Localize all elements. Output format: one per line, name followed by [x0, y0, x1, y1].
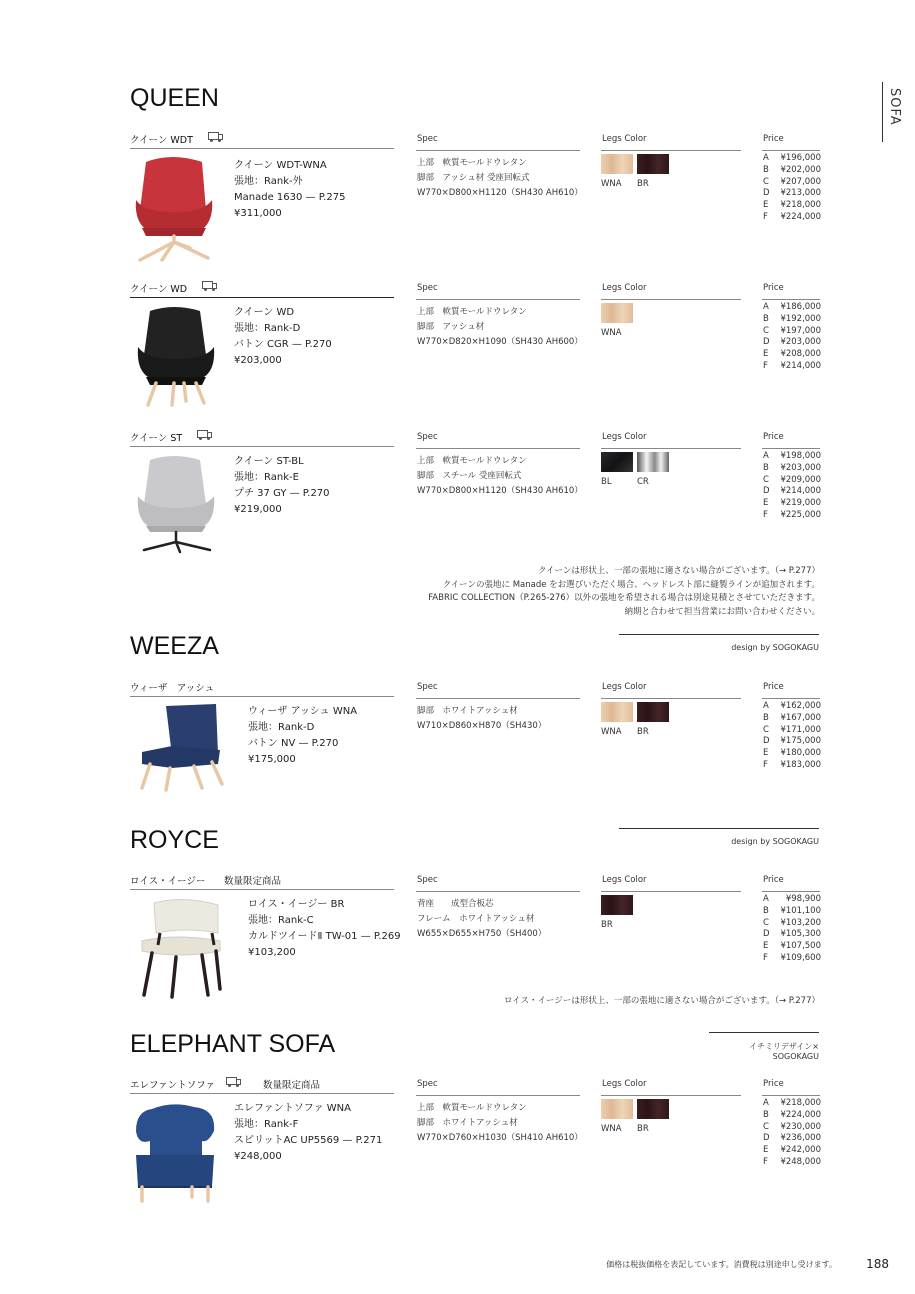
- designer-credit: design by SOGOKAGU: [619, 828, 819, 846]
- price-row: E ¥219,000: [763, 498, 821, 509]
- elephant-sofa-image: [132, 1101, 218, 1205]
- swatch-bl[interactable]: [601, 452, 633, 472]
- legs-color-header: Legs Color: [601, 875, 741, 892]
- truck-icon: [208, 132, 223, 141]
- product-detail: クイーン ST-BL 張地：Rank-E プチ 37 GY — P.270 ¥219,000: [234, 456, 330, 515]
- queen-wd-chair-image: [134, 305, 218, 409]
- truck-icon: [197, 430, 212, 439]
- price-row: A ¥186,000: [763, 302, 821, 312]
- spec-header: Spec: [416, 134, 580, 151]
- swatch-br[interactable]: [601, 895, 633, 915]
- swatch-label: WNA: [601, 1124, 622, 1134]
- queen-notes: クイーンは形状上、一部の張地に適さない場合がございます。（→ P.277） クイーンの張地に Manade をお選びいただく場合、ヘッドレスト部に縫製ラインが追加されます。 FABRIC COLLECTION（P.265-276）以外の張地を希望される場合は別途見積とさせていただきます。 納期と合わせて担当営業にお問い合わせください。: [428, 566, 820, 617]
- swatch-label: BR: [601, 920, 613, 930]
- spec-header: Spec: [416, 875, 580, 892]
- product-detail: ウィーザ アッシュ WNA 張地：Rank-D バトン NV — P.270 ¥175,000: [248, 706, 358, 765]
- swatch-br[interactable]: [637, 1099, 669, 1119]
- spec-lines: 上部 軟質モールドウレタン 脚部 アッシュ材 W770×D820×H1090（SH430 AH600）: [417, 307, 583, 347]
- swatch-label: WNA: [601, 179, 622, 189]
- tax-note: 価格は税抜価格を表記しています。消費税は別途申し受けます。: [606, 1260, 837, 1269]
- price-header: Price: [762, 682, 820, 699]
- designer-credit: イチミリデザイン× SOGOKAGU: [709, 1032, 819, 1061]
- swatch-br[interactable]: [637, 154, 669, 174]
- swatch-label: BL: [601, 477, 612, 487]
- side-tab-sofa[interactable]: [882, 82, 913, 142]
- product-name-bar: [130, 279, 394, 298]
- price-row: B ¥224,000: [763, 1109, 821, 1120]
- swatch-label: WNA: [601, 328, 622, 338]
- product-name: エレファントソファ: [130, 1080, 216, 1091]
- price-row: A ¥218,000: [763, 1098, 821, 1108]
- page-number: 188: [866, 1257, 889, 1271]
- swatch-wna[interactable]: [601, 1099, 633, 1119]
- queen-st-chair-image: [134, 454, 218, 554]
- price-row: A ¥196,000: [763, 153, 821, 163]
- truck-icon: [202, 281, 217, 290]
- price-header: Price: [762, 432, 820, 449]
- spec-header: Spec: [416, 283, 580, 300]
- price-header: Price: [762, 134, 820, 151]
- designer-credit: design by SOGOKAGU: [619, 634, 819, 652]
- swatch-br[interactable]: [637, 702, 669, 722]
- price-list: [763, 1098, 821, 1169]
- swatch-wna[interactable]: [601, 702, 633, 722]
- product-detail: エレファントソファ WNA 張地：Rank-F スピリットAC UP5569 — P.271 ¥248,000: [234, 1103, 383, 1162]
- product-name-bar: [130, 130, 394, 149]
- price-row: A ¥162,000: [763, 701, 821, 711]
- price-row: C ¥207,000: [763, 176, 821, 187]
- royce-chair-image: [136, 897, 224, 999]
- price-header: Price: [762, 875, 820, 892]
- truck-icon: [226, 1077, 241, 1086]
- section-title-queen: QUEEN: [130, 84, 219, 112]
- product-name-bar: [130, 871, 394, 890]
- product-name: クイーン WD: [130, 284, 188, 295]
- swatch-label: BR: [637, 179, 649, 189]
- spec-lines: 上部 軟質モールドウレタン 脚部 アッシュ材 受座回転式 W770×D800×H1120（SH430 AH610）: [417, 158, 583, 198]
- price-row: C ¥171,000: [763, 724, 821, 735]
- product-name: クイーン ST: [130, 433, 183, 444]
- legs-color-header: Legs Color: [601, 283, 741, 300]
- price-row: C ¥197,000: [763, 325, 821, 336]
- product-name-bar: [130, 1075, 394, 1094]
- product-name: ロイス・イージー: [130, 876, 206, 887]
- swatch-wna[interactable]: [601, 303, 633, 323]
- price-row: D ¥175,000: [763, 736, 821, 747]
- product-name: クイーン WDT: [130, 135, 193, 146]
- price-row: D ¥203,000: [763, 337, 821, 348]
- price-row: F ¥224,000: [763, 211, 821, 222]
- swatch-label: WNA: [601, 727, 622, 737]
- swatch-cr[interactable]: [637, 452, 669, 472]
- legs-color-header: Legs Color: [601, 134, 741, 151]
- price-row: F ¥183,000: [763, 759, 821, 770]
- price-list: [763, 153, 821, 224]
- swatch-label: BR: [637, 727, 649, 737]
- spec-lines: 背座 成型合板芯 フレーム ホワイトアッシュ材 W655×D655×H750（SH400）: [417, 899, 547, 939]
- swatch-label: BR: [637, 1124, 649, 1134]
- limited-edition-label: 数量限定商品: [224, 876, 282, 887]
- legs-color-header: Legs Color: [601, 682, 741, 699]
- spec-lines: 上部 軟質モールドウレタン 脚部 ホワイトアッシュ材 W770×D760×H1030（SH410 AH610）: [417, 1103, 583, 1143]
- section-title-weeza: WEEZA: [130, 632, 219, 660]
- price-row: D ¥105,300: [763, 929, 821, 940]
- product-name-bar: [130, 428, 394, 447]
- price-row: B ¥202,000: [763, 164, 821, 175]
- price-row: C ¥230,000: [763, 1121, 821, 1132]
- price-row: B ¥167,000: [763, 712, 821, 723]
- price-row: D ¥214,000: [763, 486, 821, 497]
- price-list: [763, 894, 821, 965]
- price-row: C ¥209,000: [763, 474, 821, 485]
- price-row: E ¥107,500: [763, 941, 821, 952]
- price-row: D ¥213,000: [763, 188, 821, 199]
- swatch-wna[interactable]: [601, 154, 633, 174]
- price-header: Price: [762, 283, 820, 300]
- price-row: B ¥192,000: [763, 313, 821, 324]
- price-row: A ¥198,000: [763, 451, 821, 461]
- price-row: F ¥225,000: [763, 509, 821, 520]
- price-row: F ¥248,000: [763, 1156, 821, 1167]
- spec-header: Spec: [416, 1079, 580, 1096]
- product-detail: クイーン WDT-WNA 張地：Rank-外 Manade 1630 — P.275 ¥311,000: [234, 160, 346, 219]
- price-list: [763, 701, 821, 772]
- product-name-bar: [130, 678, 394, 697]
- product-name: ウィーザ アッシュ: [130, 683, 215, 694]
- price-list: [763, 451, 821, 522]
- queen-wdt-chair-image: [132, 154, 216, 262]
- product-detail: ロイス・イージー BR 張地：Rank-C カルドツイードⅡ TW-01 — P.269 ¥103,200: [248, 899, 401, 958]
- spec-lines: 上部 軟質モールドウレタン 脚部 スチール 受座回転式 W770×D800×H1120（SH430 AH610）: [417, 456, 583, 496]
- royce-note: ロイス・イージーは形状上、一部の張地に適さない場合がございます。（→ P.277）: [503, 996, 820, 1006]
- section-title-elephant-sofa: ELEPHANT SOFA: [130, 1030, 336, 1058]
- price-row: B ¥203,000: [763, 462, 821, 473]
- spec-lines: 脚部 ホワイトアッシュ材 W710×D860×H870（SH430）: [417, 706, 547, 731]
- price-row: A ¥98,900: [763, 894, 821, 904]
- price-row: E ¥180,000: [763, 748, 821, 759]
- side-tab-label: SOFA: [887, 88, 902, 126]
- section-title-royce: ROYCE: [130, 826, 219, 854]
- product-detail: クイーン WD 張地：Rank-D バトン CGR — P.270 ¥203,000: [234, 307, 332, 366]
- price-row: E ¥218,000: [763, 200, 821, 211]
- price-row: D ¥236,000: [763, 1133, 821, 1144]
- swatch-label: CR: [637, 477, 649, 487]
- weeza-chair-image: [136, 702, 226, 792]
- price-list: [763, 302, 821, 373]
- legs-color-header: Legs Color: [601, 432, 741, 449]
- limited-edition-label: 数量限定商品: [263, 1080, 321, 1091]
- price-row: B ¥101,100: [763, 905, 821, 916]
- price-row: F ¥214,000: [763, 360, 821, 371]
- legs-color-header: Legs Color: [601, 1079, 741, 1096]
- price-row: E ¥242,000: [763, 1145, 821, 1156]
- spec-header: Spec: [416, 432, 580, 449]
- spec-header: Spec: [416, 682, 580, 699]
- price-row: E ¥208,000: [763, 349, 821, 360]
- price-row: F ¥109,600: [763, 952, 821, 963]
- price-header: Price: [762, 1079, 820, 1096]
- price-row: C ¥103,200: [763, 917, 821, 928]
